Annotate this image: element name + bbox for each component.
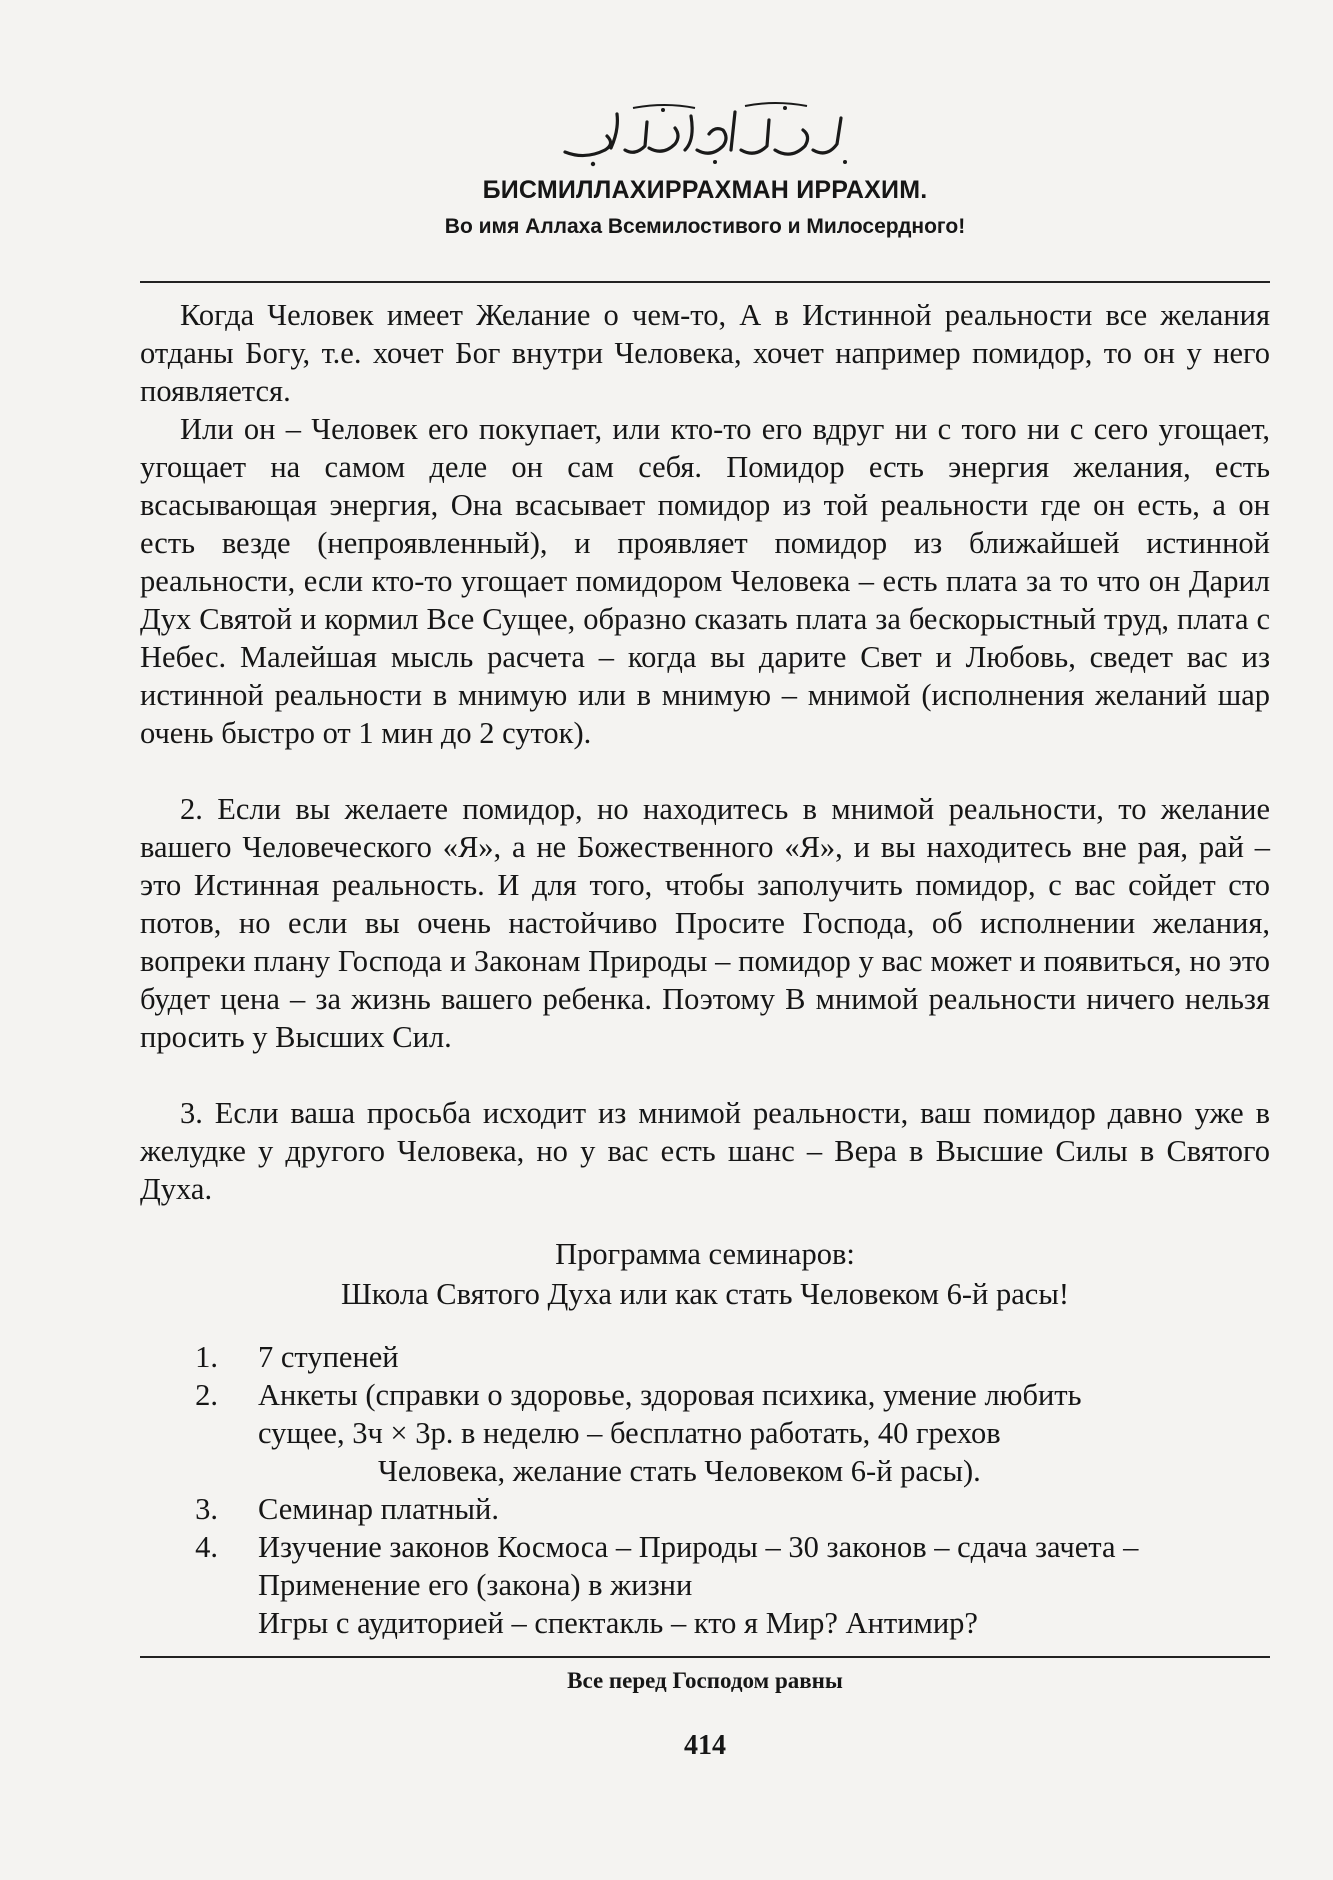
footer-divider xyxy=(140,1656,1270,1658)
footer-caption: Все перед Господом равны xyxy=(567,1668,843,1693)
paragraph: Когда Человек имеет Желание о чем-то, А в Истинной реальности все желания отданы Богу, т.е. хочет Бог внутри Человека, хочет например помидор, то он у него появляется. xyxy=(140,298,1270,408)
list-item-text: Человека, желание стать Человеком 6-й расы). xyxy=(378,1454,981,1488)
list-item xyxy=(140,1528,1270,1642)
list-item-text: Семинар платный. xyxy=(258,1492,499,1526)
program-heading xyxy=(140,1234,1270,1314)
program-list xyxy=(140,1338,1270,1642)
paragraph: 3. Если ваша просьба исходит из мнимой реальности, ваш помидор давно уже в желудке у другого Человека, но у вас есть шанс – Вера в Высшие Силы в Святого Духа. xyxy=(140,1096,1270,1206)
list-item xyxy=(140,1338,1270,1376)
header-divider xyxy=(140,281,1270,283)
list-item-text: Игры с аудиторией – спектакль – кто я Мир? Антимир? xyxy=(258,1606,978,1640)
list-item xyxy=(140,1490,1270,1528)
program-title: Программа семинаров: xyxy=(555,1237,855,1271)
paragraph: Или он – Человек его покупает, или кто-то его вдруг ни с того ни с сего угощает, угощает на самом деле он сам себя. Помидор есть энергия желания, есть всасывающая энергия, Она всасывает помидор из той реальности где он есть, а он есть везде (непроявленный), и проявляет помидор из ближайшей истинной реальности, если кто-то угощает помидором Человека – есть плата за то что он Дарил Дух Святой и кормил Все Сущее, образно сказать плата за бескорыстный труд, плата с Небес. Малейшая мысль расчета – когда вы дарите Свет и Любовь, сведет вас из истинной реальности в мнимую или в мнимую – мнимой (исполнения желаний шар очень быстро от 1 мин до 2 суток). xyxy=(140,412,1270,750)
page-header xyxy=(140,100,1270,239)
list-number: 2. xyxy=(195,1378,218,1412)
page-number: 414 xyxy=(684,1730,726,1761)
list-item-text: Применение его (закона) в жизни xyxy=(258,1568,693,1602)
header-title: БИСМИЛЛАХИРРАХМАН ИРРАХИМ. xyxy=(482,176,928,204)
header-subtitle: Во имя Аллаха Всемилостивого и Милосердного! xyxy=(444,215,966,238)
list-number: 1. xyxy=(195,1340,218,1374)
program-subtitle: Школа Святого Духа или как стать Человеком 6-й расы! xyxy=(341,1277,1069,1311)
list-item-text: Изучение законов Космоса – Природы – 30 законов – сдача зачета – xyxy=(258,1530,1139,1564)
bismillah-calligraphy xyxy=(545,100,865,170)
list-item xyxy=(140,1376,1270,1490)
list-item-text: 7 ступеней xyxy=(258,1340,399,1374)
list-item-text: сущее, 3ч × 3р. в неделю – бесплатно работать, 40 грехов xyxy=(258,1416,1001,1450)
list-number: 3. xyxy=(195,1492,218,1526)
list-item-text: Анкеты (справки о здоровье, здоровая психика, умение любить xyxy=(258,1378,1082,1412)
paragraph: 2. Если вы желаете помидор, но находитесь в мнимой реальности, то желание вашего Человеческого «Я», а не Божественного «Я», и вы находитесь вне рая, рай – это Истинная реальность. И для того, чтобы заполучить помидор, с вас сойдет сто потов, но если вы очень настойчиво Просите Господа, об исполнении желания, вопреки плану Господа и Законам Природы – помидор у вас может и появиться, но это будет цена – за жизнь вашего ребенка. Поэтому В мнимой реальности ничего нельзя просить у Высших Сил. xyxy=(140,792,1270,1054)
list-number: 4. xyxy=(195,1530,218,1564)
page-body xyxy=(140,296,1270,1642)
